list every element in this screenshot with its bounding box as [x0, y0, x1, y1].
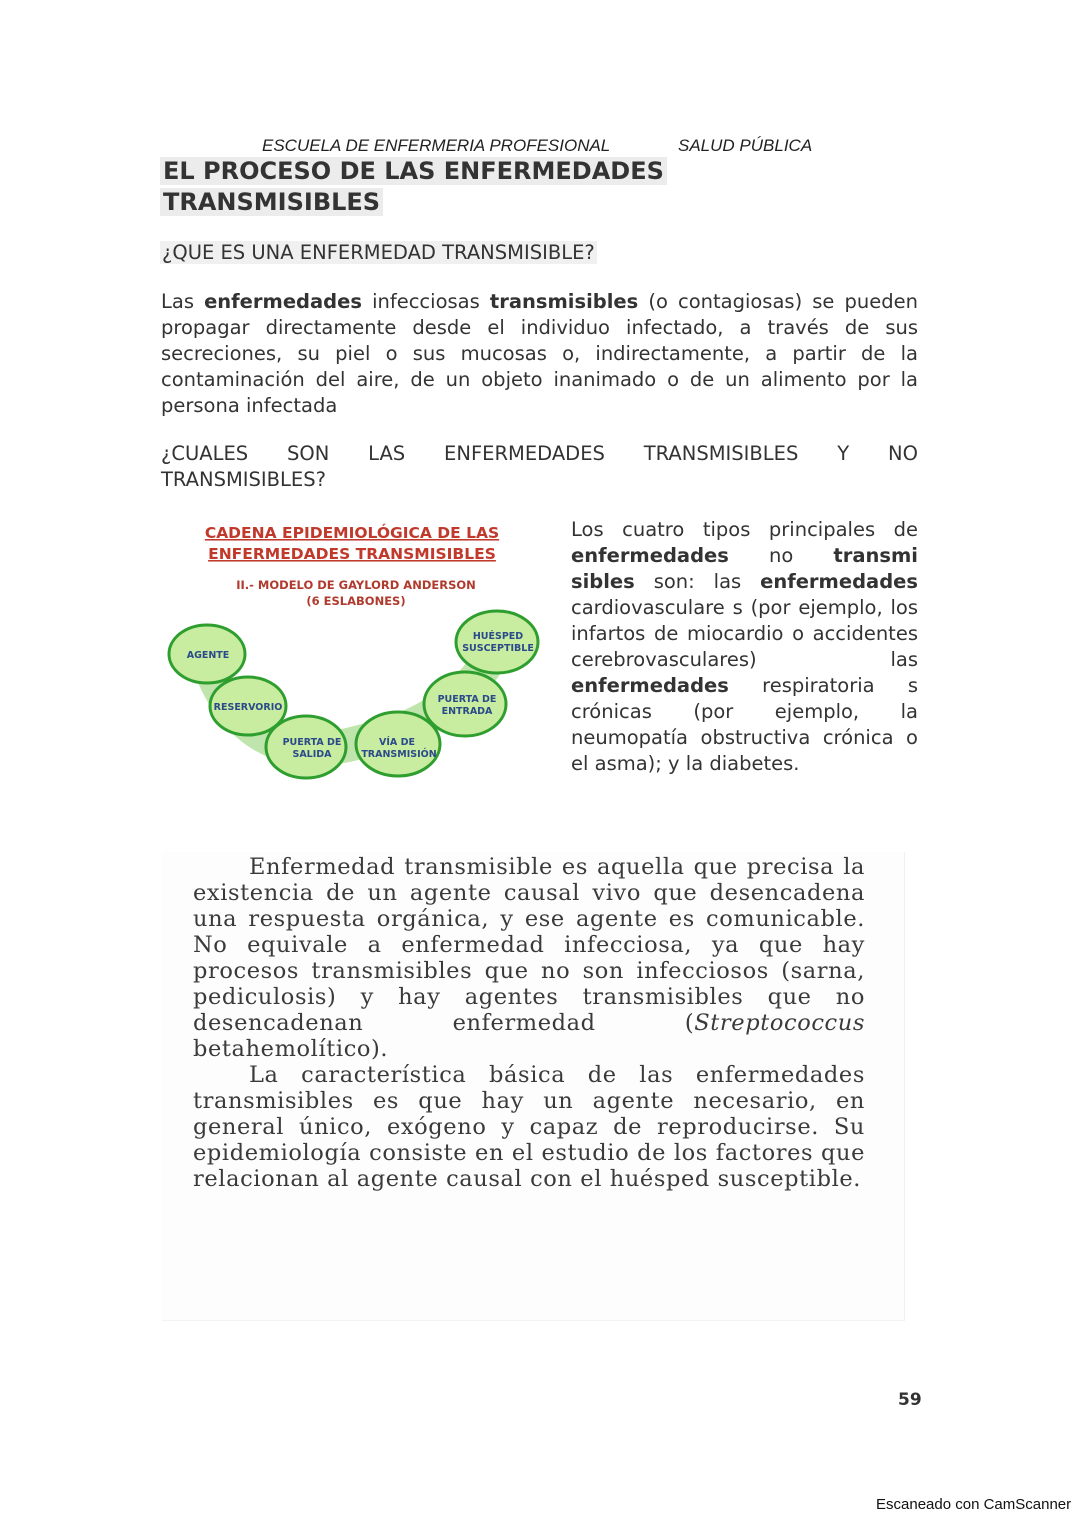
- paragraph1-bold-1: enfermedades: [204, 290, 362, 313]
- question2-word: NO: [887, 442, 918, 465]
- paragraph1-bold-2: transmisibles: [489, 290, 639, 313]
- scanned-excerpt-text: [193, 854, 865, 1192]
- link-puerta-salida-label1: PUERTA DE: [282, 737, 342, 748]
- question2-word: SON: [286, 442, 330, 465]
- scanned-p1-text-end: betahemolítico).: [193, 1036, 389, 1062]
- page-number: 59: [898, 1390, 922, 1410]
- scanned-p1-italic: Streptococcus: [694, 1010, 865, 1036]
- header-school: ESCUELA DE ENFERMERIA PROFESIONAL: [262, 136, 611, 155]
- scanner-watermark: Escaneado con CamScanner: [876, 1496, 1072, 1513]
- diagram-title-line1: CADENA EPIDEMIOLÓGICA DE LAS: [204, 524, 500, 542]
- diagram-title-line2: ENFERMEDADES TRANSMISIBLES: [208, 545, 496, 563]
- diagram-subtitle-line1: II.- MODELO DE GAYLORD ANDERSON: [236, 578, 476, 592]
- header-subject: SALUD PÚBLICA: [678, 136, 813, 155]
- side-text-1: Los cuatro tipos principales de: [571, 518, 918, 541]
- side-text-2: no: [728, 544, 834, 567]
- side-bold-2: transmi sibles: [571, 544, 918, 593]
- link-puerta-salida-label2: SALIDA: [292, 749, 332, 760]
- side-paragraph-non-transmissible: [571, 517, 918, 777]
- link-huesped-circle: [456, 611, 538, 673]
- scanned-paragraph-2: La característica básica de las enfermedades transmisibles es que hay un agente necesario, en general único, exógeno y capaz de reproducirse. Su epidemiología consiste en el estudio de los factores que relacionan al agente causal con el huésped susceptible.: [193, 1062, 865, 1192]
- paragraph1-text-1: Las: [161, 290, 205, 313]
- question-heading-1: ¿QUE ES UNA ENFERMEDAD TRANSMISIBLE?: [162, 241, 595, 264]
- question2-word: TRANSMISIBLES: [643, 442, 799, 465]
- link-agente-label: AGENTE: [186, 650, 230, 661]
- question2-word: ¿CUALES: [161, 442, 249, 465]
- side-text-5: respiratoria s crónicas (por ejemplo, la neumopatía obstructiva crónica o el asma); y la diabetes.: [571, 674, 918, 775]
- page-title-line2: TRANSMISIBLES: [160, 188, 383, 216]
- page-title-line1: EL PROCESO DE LAS ENFERMEDADES: [160, 157, 667, 185]
- question2-word: LAS: [368, 442, 406, 465]
- side-text-3: son: las: [634, 570, 761, 593]
- paragraph-definition: [161, 289, 918, 419]
- side-bold-3: enfermedades: [760, 570, 918, 593]
- diagram-subtitle-line2: (6 ESLABONES): [306, 594, 406, 608]
- side-bold-1: enfermedades: [571, 544, 729, 567]
- link-huesped-label2: SUSCEPTIBLE: [462, 643, 534, 654]
- scanned-paragraph-1: [193, 854, 865, 1062]
- question2-line1: [161, 441, 918, 467]
- epidemiological-chain-diagram: [165, 514, 550, 804]
- question-heading-2: [161, 441, 918, 493]
- paragraph1-text-2: infecciosas: [361, 290, 490, 313]
- question2-word: Y: [837, 442, 850, 465]
- side-text-4: cardiovasculare s (por ejemplo, los infartos de miocardio o accidentes cerebrovasculares) las: [571, 596, 918, 671]
- scanned-p1-text: Enfermedad transmisible es aquella que precisa la existencia de un agente causal vivo que desencadena una respuesta orgánica, y ese agente es comunicable. No equivale a enfermedad infecciosa, ya que hay procesos transmisibles que no son infecciosos (sarna, pediculosis) y hay agentes transmisibles que no desencadenan enfermedad (: [193, 854, 865, 1036]
- link-reservorio-label: RESERVORIO: [213, 702, 283, 713]
- link-puerta-entrada-label2: ENTRADA: [441, 706, 493, 717]
- question2-line2: TRANSMISIBLES?: [161, 468, 326, 491]
- link-puerta-entrada-label1: PUERTA DE: [437, 694, 497, 705]
- link-via-label1: VÍA DE: [379, 737, 415, 748]
- paragraph1-text-3: (o contagiosas) se pueden propagar directamente desde el individuo infectado, a través de sus secreciones, su piel o sus mucosas o, indirectamente, a partir de la contaminación del aire, de un objeto inanimado o de un alimento por la persona infectada: [161, 290, 918, 417]
- link-via-label2: TRANSMISIÓN: [361, 749, 437, 760]
- link-huesped-label1: HUÉSPED: [472, 631, 524, 642]
- side-bold-4: enfermedades: [571, 674, 729, 697]
- page-title: [160, 156, 720, 218]
- question2-word: ENFERMEDADES: [444, 442, 605, 465]
